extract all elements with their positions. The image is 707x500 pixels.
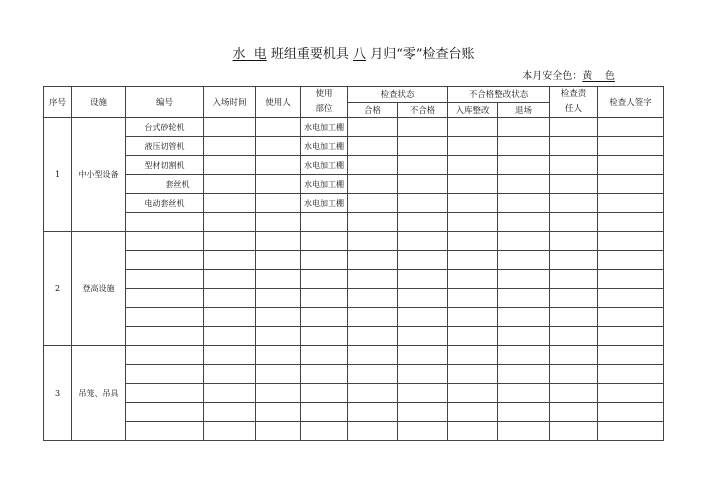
- tool-code: 电动套丝机: [126, 194, 204, 213]
- table-row: [44, 194, 664, 213]
- table-row: [44, 251, 664, 270]
- safety-color: [522, 67, 615, 82]
- tool-location: 水电加工棚: [301, 156, 348, 175]
- header-location: [301, 87, 348, 118]
- header-responsible-text: 检查责任人: [560, 89, 587, 114]
- table-row: [44, 137, 664, 156]
- header-storage-rectify: 入库整改: [448, 102, 498, 118]
- table-row: [44, 327, 664, 346]
- header-unqualified: 不合格: [398, 102, 448, 118]
- header-seq: 序号: [44, 87, 72, 118]
- table-row: [44, 175, 664, 194]
- group-facility: 登高设施: [72, 232, 126, 346]
- header-facility: 设施: [72, 87, 126, 118]
- tool-code: 套丝机: [126, 175, 204, 194]
- safety-value: 黄 色: [582, 71, 615, 82]
- tool-location: 水电加工棚: [301, 194, 348, 213]
- table-row: [44, 232, 664, 251]
- table-row: [44, 270, 664, 289]
- title-month: 八: [353, 47, 367, 62]
- header-qualified: 合格: [348, 102, 398, 118]
- group-facility: 中小型设备: [72, 118, 126, 232]
- tool-code: 型材切割机: [126, 156, 204, 175]
- table-row: [44, 213, 664, 232]
- header-user: 使用人: [256, 87, 301, 118]
- tool-code: 液压切管机: [126, 137, 204, 156]
- table-row: [44, 384, 664, 403]
- header-code: 编号: [126, 87, 204, 118]
- title-team: 水 电: [232, 47, 267, 62]
- table-row: [44, 365, 664, 384]
- table-row: [44, 422, 664, 441]
- header-exit: 退场: [498, 102, 550, 118]
- header-check-status: 检查状态: [348, 87, 448, 103]
- safety-label: 本月安全色：: [522, 71, 583, 82]
- table-row: [44, 346, 664, 365]
- tool-location: 水电加工棚: [301, 137, 348, 156]
- title-mid: 班组重要机具: [270, 47, 349, 62]
- ledger-table: [43, 86, 664, 441]
- page-title: [0, 43, 707, 62]
- group-seq: 3: [44, 346, 72, 441]
- header-responsible: [550, 87, 598, 118]
- tool-code: 台式砂轮机: [126, 118, 204, 137]
- table-row: [44, 156, 664, 175]
- table-row: [44, 289, 664, 308]
- header-signature: 检查人签字: [598, 87, 664, 118]
- table-row: [44, 308, 664, 327]
- header-entry-time: 入场时间: [204, 87, 256, 118]
- header-rectify-status: 不合格整改状态: [448, 87, 550, 103]
- header-location-text: 使用部位: [315, 89, 333, 114]
- table-row: [44, 403, 664, 422]
- group-seq: 1: [44, 118, 72, 232]
- title-end: 月归“零”检查台账: [370, 47, 475, 62]
- group-seq: 2: [44, 232, 72, 346]
- tool-location: 水电加工棚: [301, 118, 348, 137]
- tool-location: 水电加工棚: [301, 175, 348, 194]
- group-facility: 吊笼、吊具: [72, 346, 126, 441]
- table-row: [44, 118, 664, 137]
